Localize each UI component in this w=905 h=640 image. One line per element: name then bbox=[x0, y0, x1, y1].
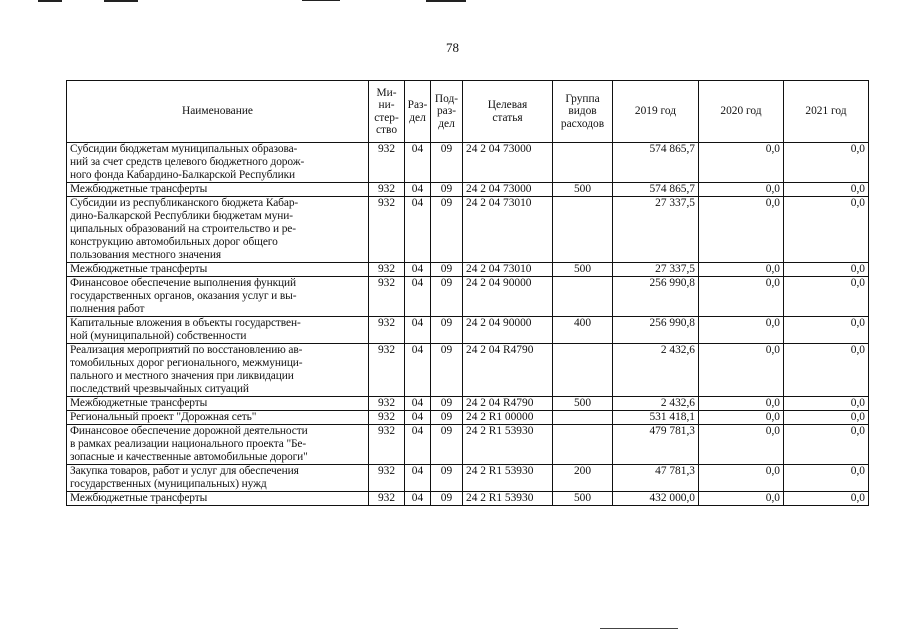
cell-name: Капитальные вложения в объекты государствен- ной (муниципальной) собственности bbox=[67, 317, 369, 344]
cell-section: 04 bbox=[405, 317, 431, 344]
cell-section: 04 bbox=[405, 465, 431, 492]
cell-subsection: 09 bbox=[431, 277, 463, 317]
cell-y2021: 0,0 bbox=[784, 317, 869, 344]
cell-group: 500 bbox=[553, 263, 613, 277]
cell-article: 24 2 04 73000 bbox=[463, 183, 553, 197]
cell-y2019: 2 432,6 bbox=[613, 397, 699, 411]
cell-article: 24 2 04 73010 bbox=[463, 197, 553, 263]
cell-ministry: 932 bbox=[369, 465, 405, 492]
cell-group: 500 bbox=[553, 492, 613, 506]
cell-article: 24 2 04 90000 bbox=[463, 277, 553, 317]
cell-section: 04 bbox=[405, 344, 431, 397]
cell-name: Субсидии бюджетам муниципальных образова- ний за счет средств целевого бюджетного дорож- ного фонда Кабардино-Балкарской Республики bbox=[67, 143, 369, 183]
cell-subsection: 09 bbox=[431, 425, 463, 465]
cell-ministry: 932 bbox=[369, 425, 405, 465]
cell-y2019: 432 000,0 bbox=[613, 492, 699, 506]
cell-subsection: 09 bbox=[431, 344, 463, 397]
cell-article: 24 2 R1 53930 bbox=[463, 425, 553, 465]
cell-y2019: 27 337,5 bbox=[613, 263, 699, 277]
scan-artifact-line bbox=[38, 0, 62, 2]
cell-section: 04 bbox=[405, 492, 431, 506]
cell-article: 24 2 R1 53930 bbox=[463, 465, 553, 492]
cell-y2021: 0,0 bbox=[784, 263, 869, 277]
cell-y2021: 0,0 bbox=[784, 344, 869, 397]
cell-section: 04 bbox=[405, 197, 431, 263]
cell-y2020: 0,0 bbox=[699, 397, 784, 411]
cell-y2020: 0,0 bbox=[699, 277, 784, 317]
table-row bbox=[67, 465, 869, 492]
header-2021: 2021 год bbox=[784, 81, 869, 143]
cell-y2020: 0,0 bbox=[699, 183, 784, 197]
table-header-row bbox=[67, 81, 869, 143]
cell-y2021: 0,0 bbox=[784, 465, 869, 492]
cell-y2021: 0,0 bbox=[784, 183, 869, 197]
cell-ministry: 932 bbox=[369, 411, 405, 425]
cell-y2019: 531 418,1 bbox=[613, 411, 699, 425]
cell-y2021: 0,0 bbox=[784, 397, 869, 411]
cell-group: 400 bbox=[553, 317, 613, 344]
cell-section: 04 bbox=[405, 263, 431, 277]
cell-y2019: 256 990,8 bbox=[613, 317, 699, 344]
cell-ministry: 932 bbox=[369, 183, 405, 197]
cell-y2020: 0,0 bbox=[699, 344, 784, 397]
cell-y2021: 0,0 bbox=[784, 492, 869, 506]
header-article: Целевая статья bbox=[463, 81, 553, 143]
cell-article: 24 2 R1 53930 bbox=[463, 492, 553, 506]
cell-y2021: 0,0 bbox=[784, 411, 869, 425]
cell-y2021: 0,0 bbox=[784, 425, 869, 465]
table-row bbox=[67, 197, 869, 263]
cell-ministry: 932 bbox=[369, 277, 405, 317]
table-row bbox=[67, 277, 869, 317]
table-row bbox=[67, 317, 869, 344]
cell-ministry: 932 bbox=[369, 397, 405, 411]
cell-y2019: 27 337,5 bbox=[613, 197, 699, 263]
cell-subsection: 09 bbox=[431, 397, 463, 411]
header-2020: 2020 год bbox=[699, 81, 784, 143]
cell-subsection: 09 bbox=[431, 143, 463, 183]
cell-y2021: 0,0 bbox=[784, 197, 869, 263]
cell-section: 04 bbox=[405, 411, 431, 425]
cell-section: 04 bbox=[405, 143, 431, 183]
cell-y2020: 0,0 bbox=[699, 197, 784, 263]
cell-y2020: 0,0 bbox=[699, 425, 784, 465]
table-body bbox=[67, 143, 869, 506]
cell-subsection: 09 bbox=[431, 492, 463, 506]
cell-subsection: 09 bbox=[431, 411, 463, 425]
header-name: Наименование bbox=[67, 81, 369, 143]
budget-table bbox=[66, 80, 869, 506]
cell-y2020: 0,0 bbox=[699, 317, 784, 344]
scan-artifact-line bbox=[426, 0, 466, 2]
header-ministry: Ми- ни- стер- ство bbox=[369, 81, 405, 143]
cell-article: 24 2 04 R4790 bbox=[463, 397, 553, 411]
cell-ministry: 932 bbox=[369, 344, 405, 397]
scan-artifact-line bbox=[302, 0, 340, 1]
cell-group bbox=[553, 143, 613, 183]
cell-group: 200 bbox=[553, 465, 613, 492]
cell-ministry: 932 bbox=[369, 492, 405, 506]
header-section: Раз- дел bbox=[405, 81, 431, 143]
cell-name: Субсидии из республиканского бюджета Кабар- дино-Балкарской Республики бюджетам муни- ципальных образований на строительство и ре- конструкцию автомобильных дорог общего пользования местного значения bbox=[67, 197, 369, 263]
cell-subsection: 09 bbox=[431, 317, 463, 344]
cell-group bbox=[553, 411, 613, 425]
cell-ministry: 932 bbox=[369, 143, 405, 183]
cell-y2020: 0,0 bbox=[699, 465, 784, 492]
cell-y2019: 574 865,7 bbox=[613, 143, 699, 183]
cell-y2020: 0,0 bbox=[699, 492, 784, 506]
cell-article: 24 2 04 R4790 bbox=[463, 344, 553, 397]
header-group: Группа видов расходов bbox=[553, 81, 613, 143]
cell-name: Региональный проект "Дорожная сеть" bbox=[67, 411, 369, 425]
header-subsection: Под- раз- дел bbox=[431, 81, 463, 143]
cell-group: 500 bbox=[553, 183, 613, 197]
table-row bbox=[67, 411, 869, 425]
cell-article: 24 2 04 73010 bbox=[463, 263, 553, 277]
table-row bbox=[67, 143, 869, 183]
table-row bbox=[67, 344, 869, 397]
cell-name: Финансовое обеспечение выполнения функций государственных органов, оказания услуг и вы- полнения работ bbox=[67, 277, 369, 317]
cell-section: 04 bbox=[405, 397, 431, 411]
cell-y2019: 256 990,8 bbox=[613, 277, 699, 317]
table-row bbox=[67, 263, 869, 277]
cell-article: 24 2 04 73000 bbox=[463, 143, 553, 183]
page-number: 78 bbox=[446, 40, 459, 55]
cell-section: 04 bbox=[405, 277, 431, 317]
cell-y2020: 0,0 bbox=[699, 411, 784, 425]
scan-artifact-line bbox=[104, 0, 138, 2]
cell-group bbox=[553, 425, 613, 465]
cell-ministry: 932 bbox=[369, 317, 405, 344]
cell-y2019: 2 432,6 bbox=[613, 344, 699, 397]
cell-y2020: 0,0 bbox=[699, 263, 784, 277]
cell-ministry: 932 bbox=[369, 263, 405, 277]
cell-group bbox=[553, 197, 613, 263]
cell-section: 04 bbox=[405, 183, 431, 197]
cell-name: Межбюджетные трансферты bbox=[67, 397, 369, 411]
cell-name: Закупка товаров, работ и услуг для обеспечения государственных (муниципальных) нужд bbox=[67, 465, 369, 492]
cell-name: Межбюджетные трансферты bbox=[67, 263, 369, 277]
cell-y2019: 479 781,3 bbox=[613, 425, 699, 465]
cell-subsection: 09 bbox=[431, 465, 463, 492]
cell-y2021: 0,0 bbox=[784, 143, 869, 183]
cell-y2019: 574 865,7 bbox=[613, 183, 699, 197]
scan-artifact-line bbox=[600, 628, 678, 629]
cell-y2019: 47 781,3 bbox=[613, 465, 699, 492]
cell-group bbox=[553, 277, 613, 317]
header-2019: 2019 год bbox=[613, 81, 699, 143]
table-row bbox=[67, 397, 869, 411]
cell-subsection: 09 bbox=[431, 183, 463, 197]
cell-subsection: 09 bbox=[431, 197, 463, 263]
table-row bbox=[67, 492, 869, 506]
cell-group: 500 bbox=[553, 397, 613, 411]
cell-name: Реализация мероприятий по восстановлению ав- томобильных дорог регионального, межмуници- пального и местного значения при ликвидации последствий чрезвычайных ситуаций bbox=[67, 344, 369, 397]
cell-name: Межбюджетные трансферты bbox=[67, 183, 369, 197]
cell-ministry: 932 bbox=[369, 197, 405, 263]
cell-article: 24 2 04 90000 bbox=[463, 317, 553, 344]
cell-y2020: 0,0 bbox=[699, 143, 784, 183]
cell-name: Финансовое обеспечение дорожной деятельности в рамках реализации национального проекта "Бе- зопасные и качественные автомобильные дороги" bbox=[67, 425, 369, 465]
cell-group bbox=[553, 344, 613, 397]
cell-article: 24 2 R1 00000 bbox=[463, 411, 553, 425]
table-row bbox=[67, 183, 869, 197]
cell-y2021: 0,0 bbox=[784, 277, 869, 317]
cell-name: Межбюджетные трансферты bbox=[67, 492, 369, 506]
table-row bbox=[67, 425, 869, 465]
cell-section: 04 bbox=[405, 425, 431, 465]
cell-subsection: 09 bbox=[431, 263, 463, 277]
